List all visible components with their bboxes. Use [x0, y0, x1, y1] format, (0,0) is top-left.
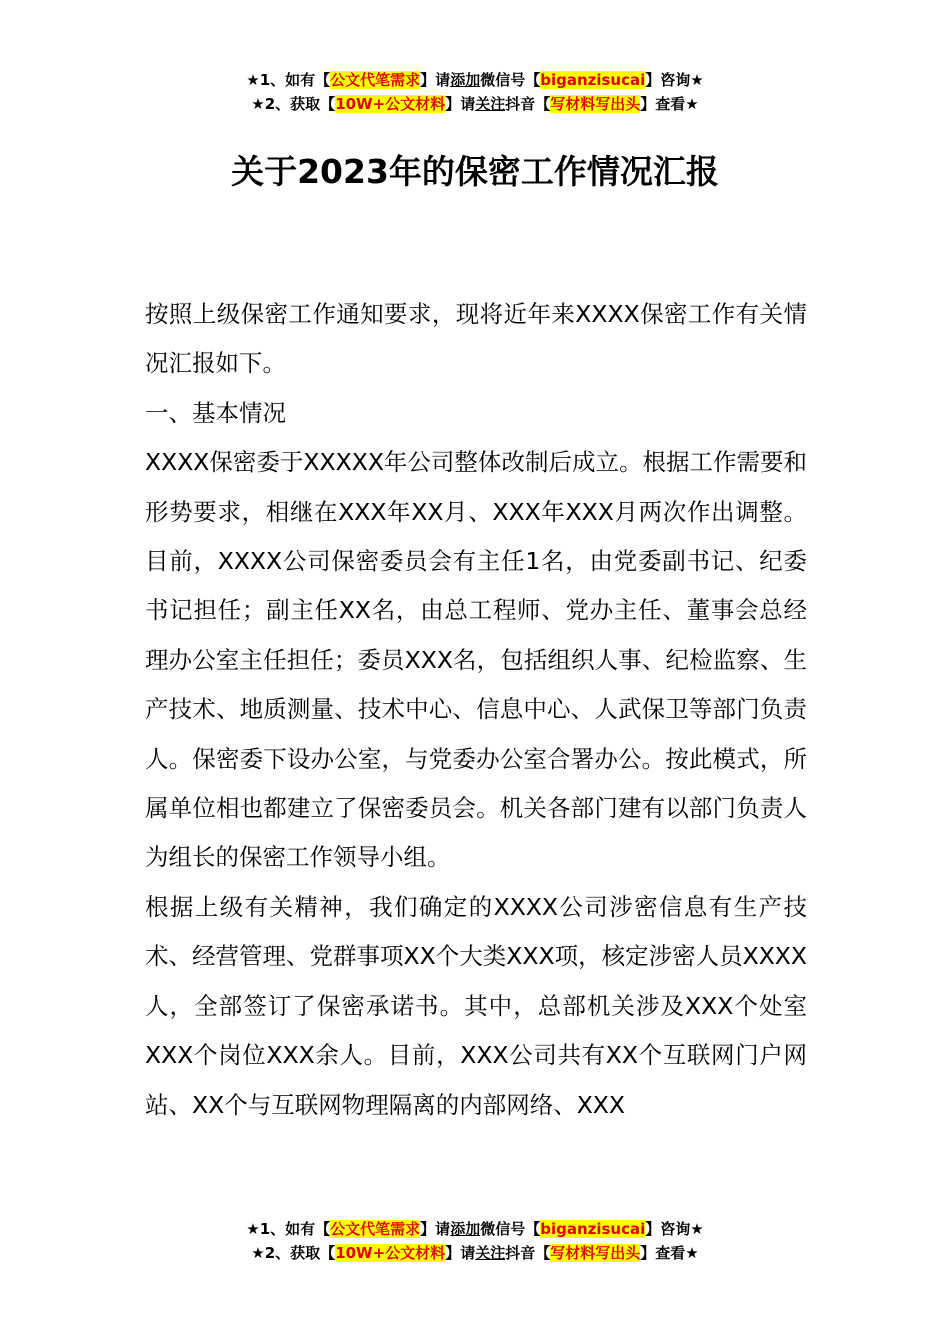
promo-text: 】请 [445, 95, 476, 113]
promo-text: 抖音【 [505, 95, 551, 113]
document-body [145, 290, 807, 1130]
promo-line-2 [0, 92, 950, 116]
promo-text: 】请 [420, 71, 451, 89]
promo-text: 抖音【 [505, 1244, 551, 1262]
paragraph: XXXX保密委于XXXXX年公司整体改制后成立。根据工作需要和形势要求，相继在XXX年XX月、XXX年XXX月两次作出调整。目前，XXXX公司保密委员会有主任1名，由党委副书记、纪委书记担任；副主任XX名，由总工程师、党办主任、董事会总经理办公室主任担任；委员XXX名，包括组织人事、纪检监察、生产技术、地质测量、技术中心、信息中心、人武保卫等部门负责人。保密委下设办公室，与党委办公室合署办公。按此模式，所属单位相也都建立了保密委员会。机关各部门建有以部门负责人为组长的保密工作领导小组。 [145, 448, 807, 872]
promo-highlight: 写材料写出头 [550, 95, 641, 113]
promo-text: 】查看★ [640, 95, 699, 113]
paragraph: 根据上级有关精神，我们确定的XXXX公司涉密信息有生产技术、经营管理、党群事项XX个大类XXX项，核定涉密人员XXXX人，全部签订了保密承诺书。其中，总部机关涉及XXX个处室XXX个岗位XXX余人。目前，XXX公司共有XX个互联网门户网站、XX个与互联网物理隔离的内部网络、XXX [145, 892, 807, 1119]
promo-highlight: 10W+公文材料 [335, 95, 446, 113]
promo-text: ★1、如有【 [246, 71, 331, 89]
promo-text: ★2、获取【 [251, 95, 336, 113]
promo-underline: 关注 [475, 1244, 506, 1262]
promo-highlight: 10W+公文材料 [335, 1244, 446, 1262]
section-heading: 一、基本情况 [145, 398, 286, 427]
promo-text: 】咨询★ [645, 1220, 704, 1238]
promo-banner-bottom [0, 1217, 950, 1265]
promo-text: ★2、获取【 [251, 1244, 336, 1262]
promo-text: 】请 [420, 1220, 451, 1238]
promo-underline: 关注 [475, 95, 506, 113]
promo-underline: 添加 [450, 71, 481, 89]
promo-underline: 添加 [450, 1220, 481, 1238]
promo-highlight: 公文代笔需求 [330, 1220, 421, 1238]
promo-text: 】查看★ [640, 1244, 699, 1262]
promo-banner-top [0, 68, 950, 116]
promo-line-1 [0, 68, 950, 92]
promo-text: 微信号【 [480, 1220, 541, 1238]
promo-text: ★1、如有【 [246, 1220, 331, 1238]
promo-text: 】请 [445, 1244, 476, 1262]
paragraph-intro: 按照上级保密工作通知要求，现将近年来XXXX保密工作有关情况汇报如下。 [145, 300, 807, 378]
promo-text: 微信号【 [480, 71, 541, 89]
promo-text: 】咨询★ [645, 71, 704, 89]
document-title: 关于2023年的保密工作情况汇报 [231, 152, 719, 191]
promo-highlight: 公文代笔需求 [330, 71, 421, 89]
promo-line-2 [0, 1241, 950, 1265]
promo-highlight: 写材料写出头 [550, 1244, 641, 1262]
promo-highlight: biganzisucai [540, 71, 646, 89]
promo-line-1 [0, 1217, 950, 1241]
promo-highlight: biganzisucai [540, 1220, 646, 1238]
